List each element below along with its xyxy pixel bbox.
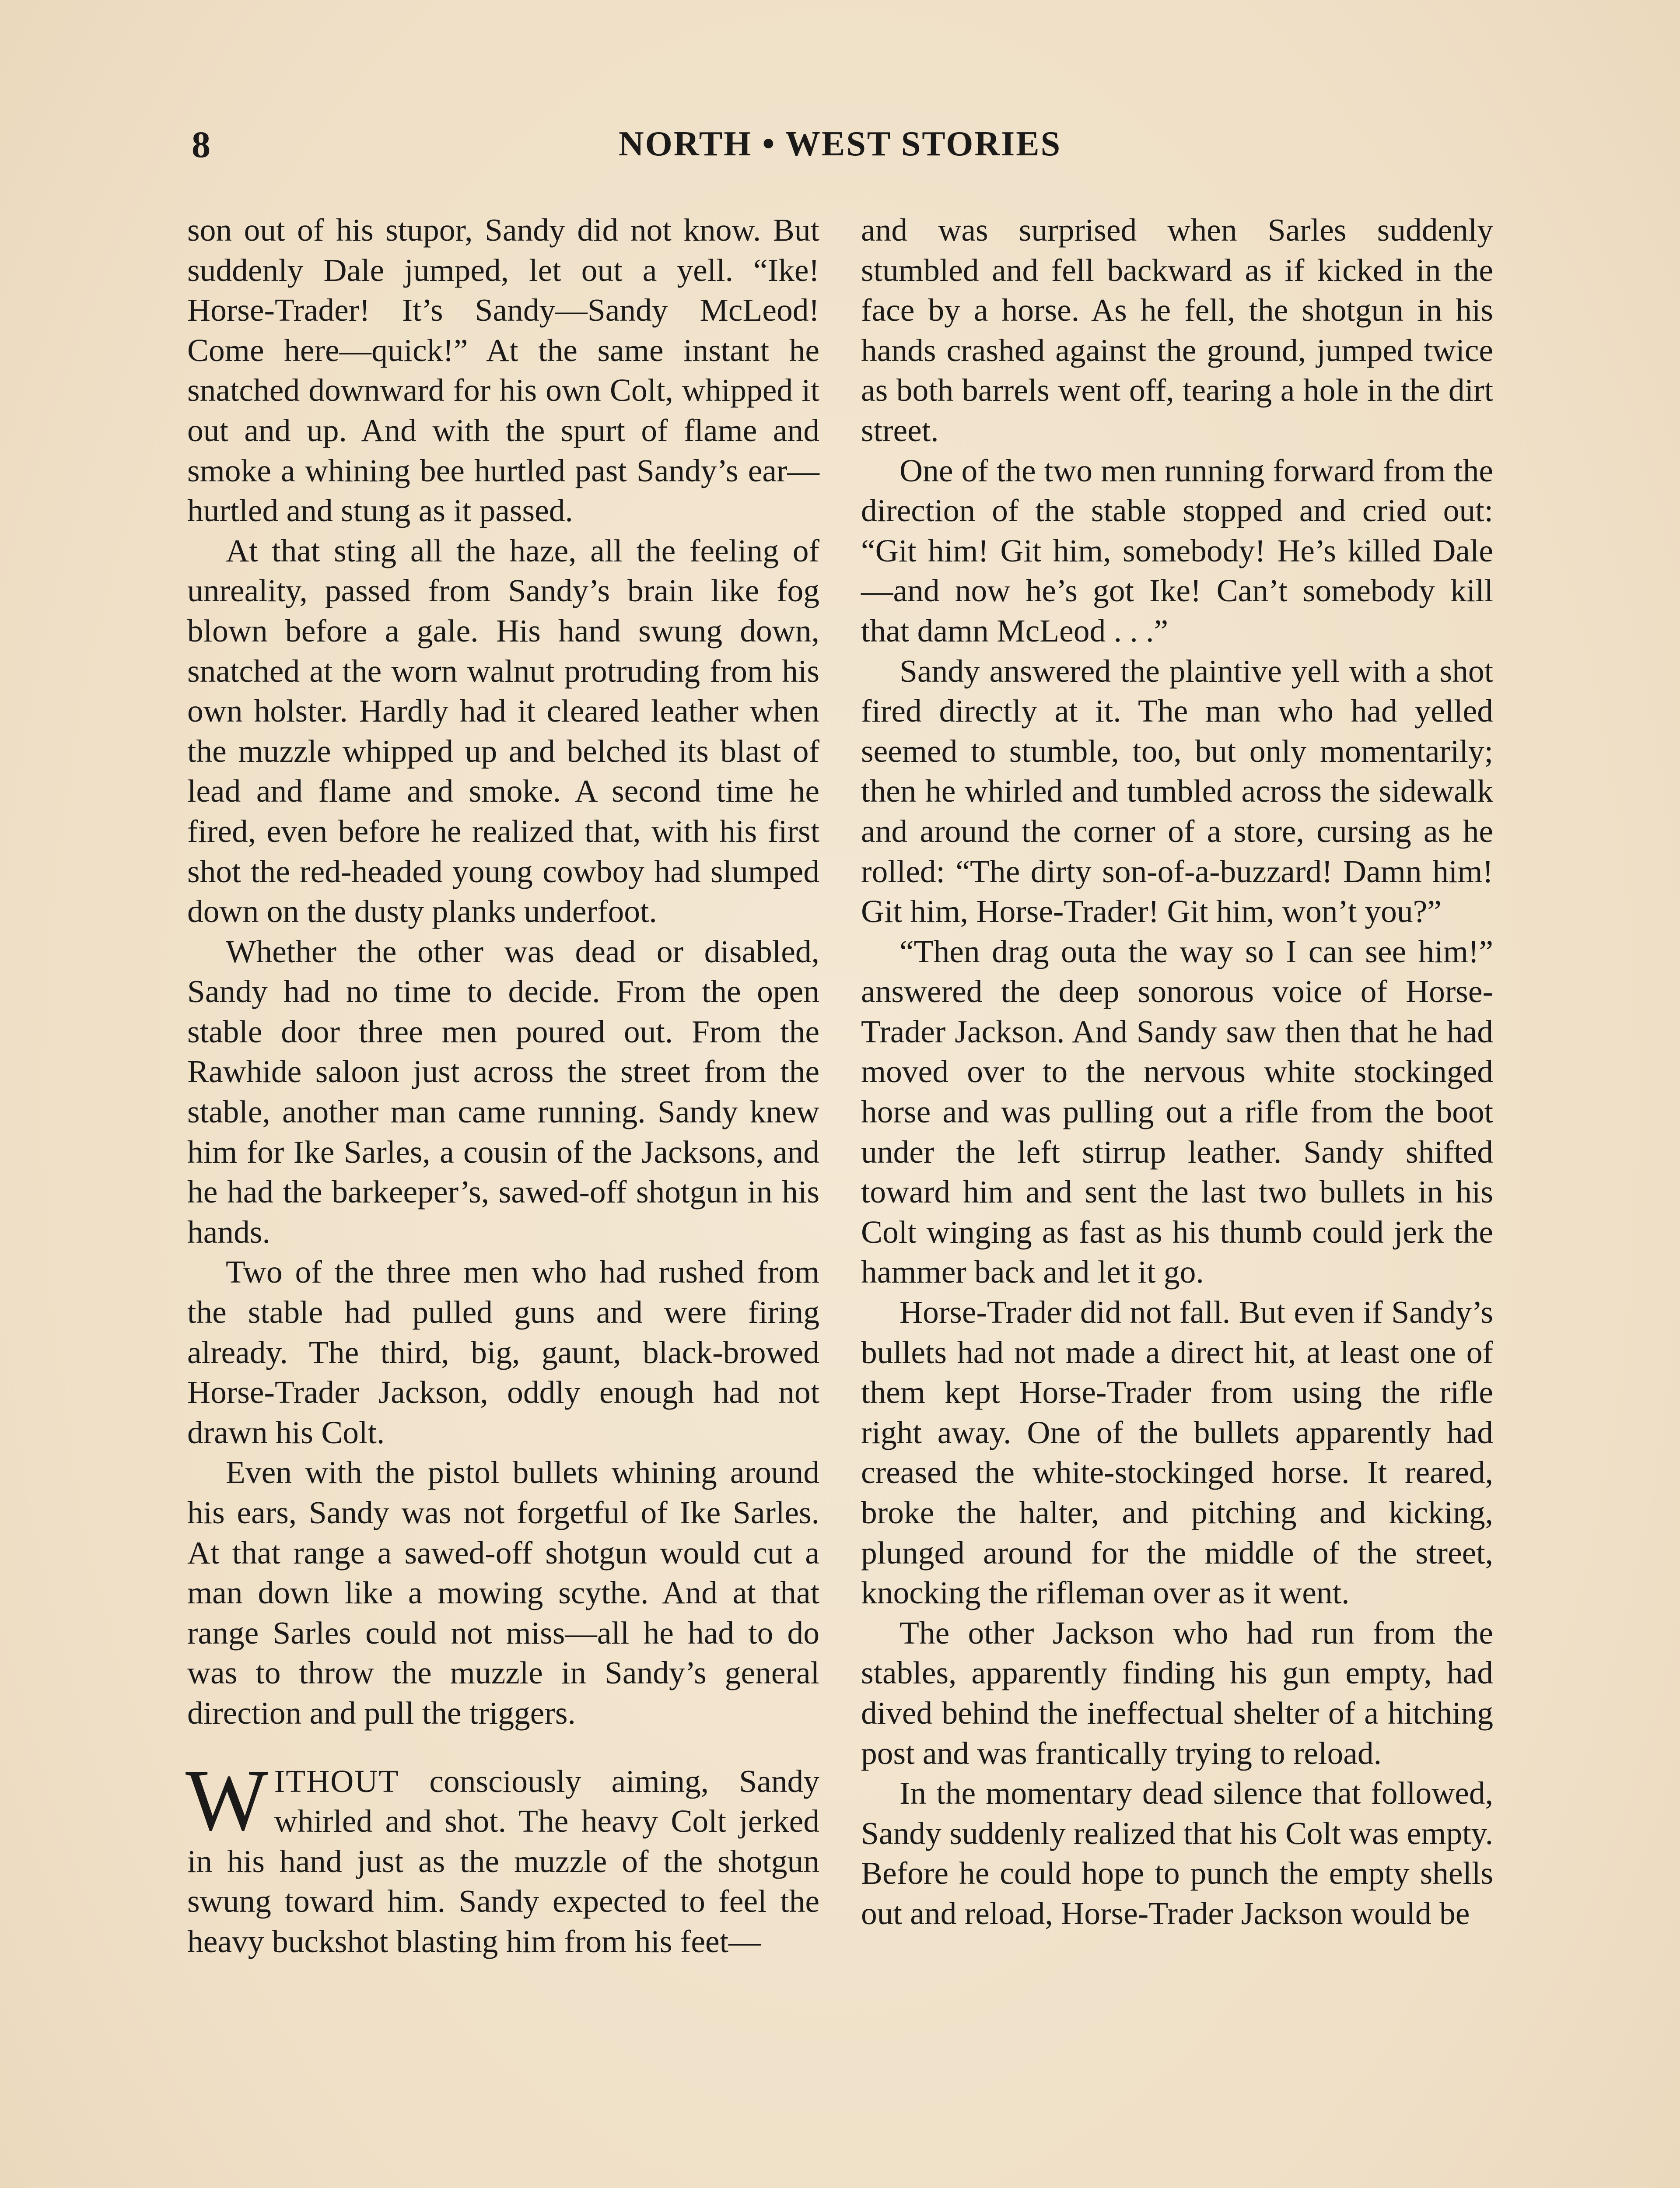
paragraph: Sandy answered the plaintive yell with a shot fired directly at it. The man who had yelled seemed to stumble, too, but only momentarily; then he whirled and tumbled across the sidewalk and around the corner of a store, cursing as he rolled: “The dirty son-of-a-buzzard! Damn him! Git him, Horse-Trader! Git him, won’t you?” xyxy=(861,653,1493,929)
paragraph: Horse-Trader did not fall. But even if Sandy’s bullets had not made a direct hit, at least one of them kept Horse-Trader from using the rifle right away. One of the bullets apparently had creased the white-stockinged horse. It reared, broke the halter, and pitching and kicking, plunged around for the middle of the street, knocking the rifleman over as it went. xyxy=(861,1294,1493,1611)
page-number: 8 xyxy=(192,123,211,165)
right-column xyxy=(861,210,1493,2188)
paragraph: Whether the other was dead or disabled, Sandy had no time to decide. From the open stable door three men poured out. From the Rawhide saloon just across the street from the stable, another man came running. Sandy knew him for Ike Sarles, a cousin of the Jacksons, and he had the barkeeper’s, sawed-off shotgun in his hands. xyxy=(187,933,819,1250)
left-column xyxy=(187,210,819,2188)
paragraph: son out of his stupor, Sandy did not know. But suddenly Dale jumped, let out a yell. “Ike! Horse-Trader! It’s Sandy—Sandy McLeod! Come here—quick!” At the same instant he snatched downward for his own Colt, whipped it out and up. And with the spurt of flame and smoke a whining bee hurtled past Sandy’s ear—hurtled and stung as it passed. xyxy=(187,212,819,529)
drop-cap: W xyxy=(186,1752,268,1849)
section-opening-paragraph xyxy=(186,1752,819,1962)
paragraph: Even with the pistol bullets whining around his ears, Sandy was not forgetful of Ike Sarles. At that range a sawed-off shotgun would cut a man down like a mowing scythe. And at that range Sarles could not miss—all he had to do was to throw the muzzle in Sandy’s general direction and pull the triggers. xyxy=(187,1455,819,1731)
magazine-title: NORTH • WEST STORIES xyxy=(618,125,1062,163)
paragraph: and was surprised when Sarles suddenly stumbled and fell backward as if kicked in the face by a horse. As he fell, the shotgun in his hands crashed against the ground, jumped twice as both barrels went off, tearing a hole in the dirt street. xyxy=(861,212,1493,448)
paragraph: In the momentary dead silence that followed, Sandy suddenly realized that his Colt was empty. Before he could hope to punch the empty shells out and reload, Horse-Trader Jackson would be xyxy=(861,1775,1493,1931)
paragraph: Two of the three men who had rushed from the stable had pulled guns and were firing already. The third, big, gaunt, black-browed Horse-Trader Jackson, oddly enough had not drawn his Colt. xyxy=(187,1254,819,1450)
paragraph: The other Jackson who had run from the stables, apparently finding his gun empty, had dived behind the ineffectual shelter of a hitching post and was frantically trying to reload. xyxy=(861,1615,1493,1771)
paragraph: “Then drag outa the way so I can see him!” answered the deep sonorous voice of Horse-Trader Jackson. And Sandy saw then that he had moved over to the nervous white stockinged horse and was pulling out a rifle from the boot under the left stirrup leather. Sandy shifted toward him and sent the last two bullets in his Colt winging as fast as his thumb could jerk the hammer back and let it go. xyxy=(861,933,1493,1290)
page-header xyxy=(188,119,1492,176)
paragraph: One of the two men running forward from the direction of the stable stopped and cried out: “Git him! Git him, somebody! He’s killed Dale—and now he’s got Ike! Can’t somebody kill that damn McLeod . . .” xyxy=(861,452,1493,649)
small-caps-lead: ITHOUT xyxy=(274,1763,399,1799)
paragraph: At that sting all the haze, all the feeling of unreality, passed from Sandy’s brain like fog blown before a gale. His hand swung down, snatched at the worn walnut protruding from his own holster. Hardly had it cleared leather when the muzzle whipped up and belched its blast of lead and flame and smoke. A second time he fired, even before he realized that, with his first shot the red-headed young cowboy had slumped down on the dusty planks underfoot. xyxy=(187,533,819,929)
paragraph-text: consciously aiming, Sandy whirled and shot. The heavy Colt jerked in his hand just as the muzzle of the shotgun swung toward him. Sandy expected to feel the heavy buckshot blasting him from his feet— xyxy=(187,1763,819,1959)
